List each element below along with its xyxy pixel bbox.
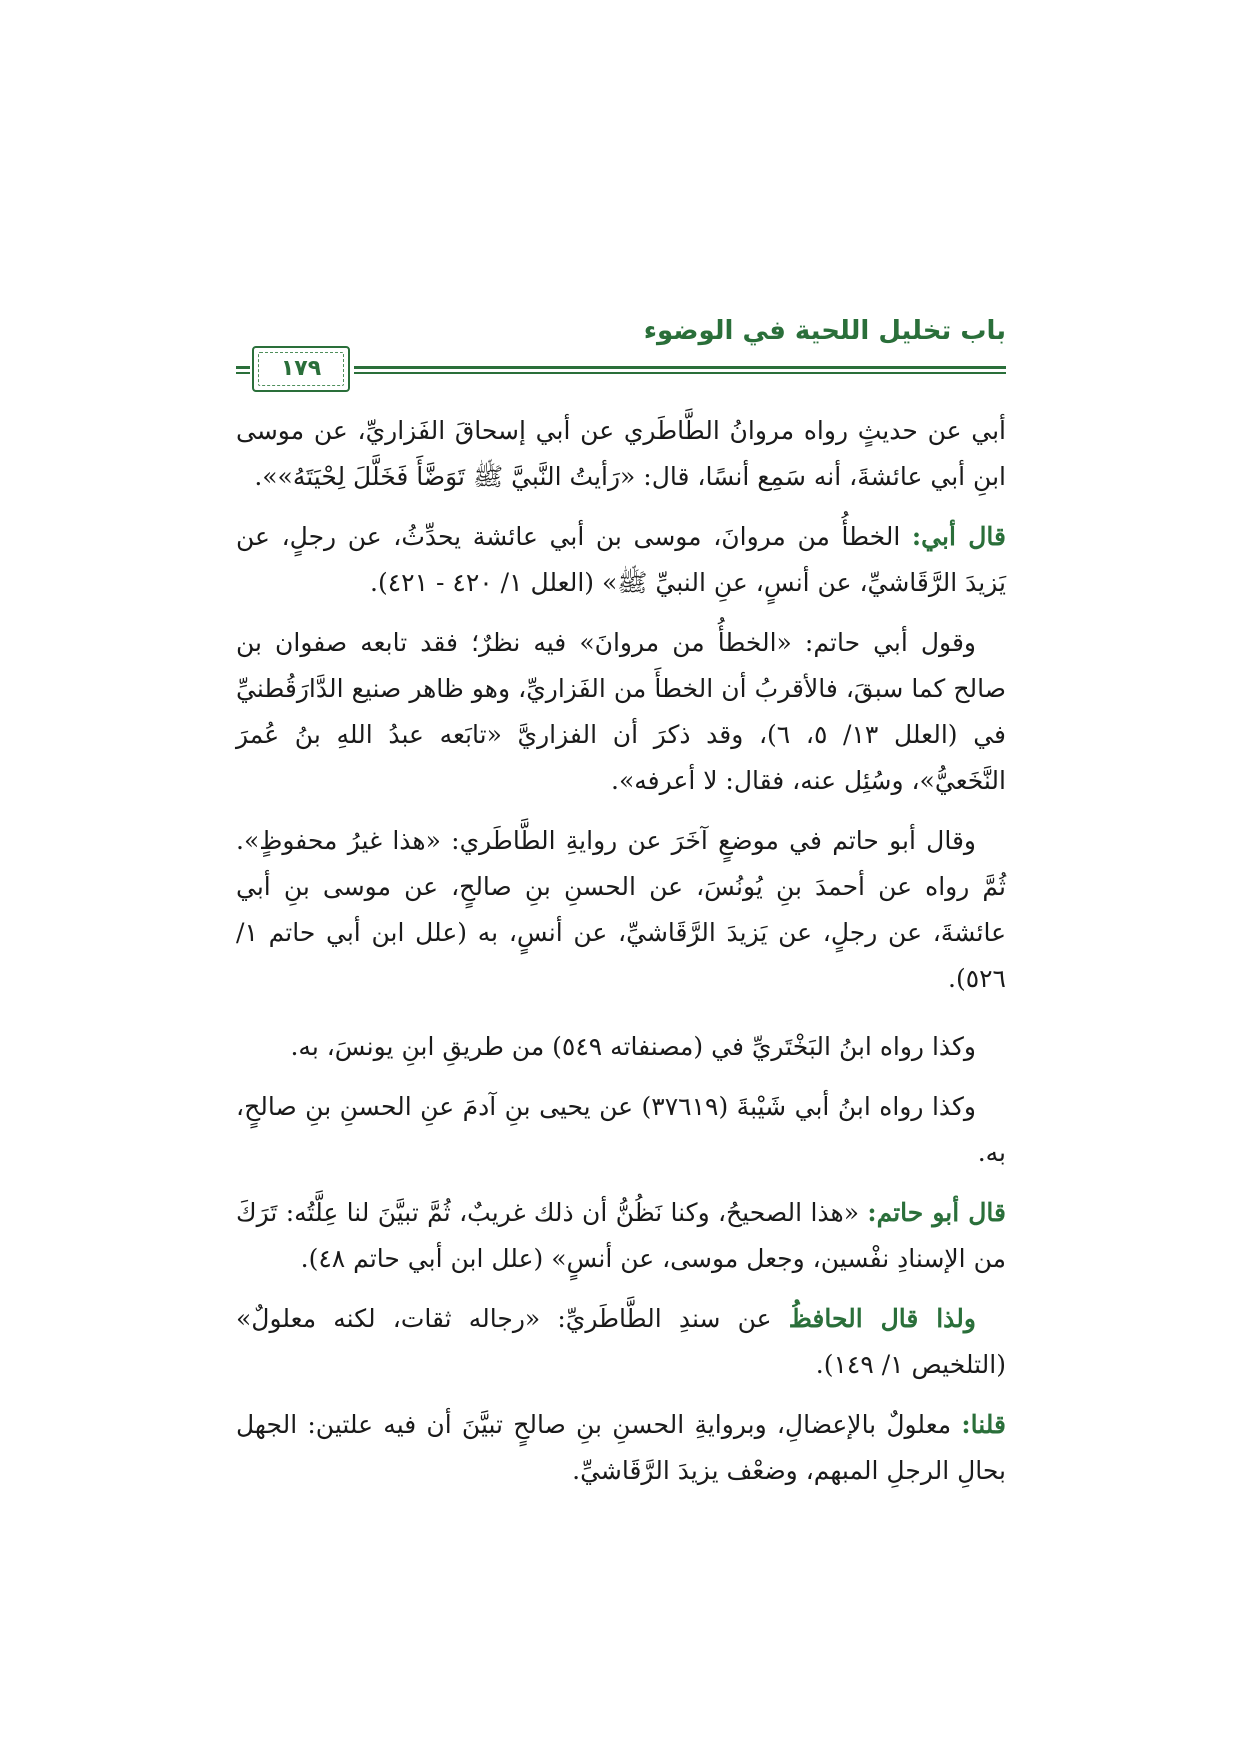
page-header <box>236 316 1006 386</box>
page-number: ١٧٩ <box>280 356 322 381</box>
header-rule <box>354 366 1006 369</box>
paragraph <box>236 1190 1006 1282</box>
page-number-badge <box>252 346 350 392</box>
speaker-label: قلنا: <box>961 1410 1006 1439</box>
paragraph <box>236 620 1006 804</box>
paragraph-text: عن سندِ الطَّاطَريِّ: «رجاله ثقات، لكنه معلولٌ» (التلخيص ١/ ١٤٩). <box>236 1304 1006 1379</box>
paragraph-text: معلولٌ بالإعضالِ، وبروايةِ الحسنِ بنِ صالحٍ تبيَّنَ أن فيه علتين: الجهل بحالِ الرجلِ المبهم، وضعْف يزيدَ الرَّقَاشيِّ. <box>236 1410 1006 1485</box>
paragraph-text: «هذا الصحيحُ، وكنا نَظُنُّ أن ذلك غريبٌ، ثُمَّ تبيَّنَ لنا عِلَّتُه: تَرَكَ من الإسنادِ نفْسين، وجعل موسى، عن أنسٍ» (علل ابن أبي حاتم ٤٨). <box>236 1198 1006 1273</box>
paragraph-text: وكذا رواه ابنُ البَخْتَريِّ في (مصنفاته ٥٤٩) من طريقِ ابنِ يونسَ، به. <box>290 1032 976 1061</box>
paragraph-text: وكذا رواه ابنُ أبي شَيْبةَ (٣٧٦١٩) عن يحيى بنِ آدمَ عنِ الحسنِ بنِ صالحٍ، به. <box>236 1092 1006 1167</box>
paragraph <box>236 1084 1006 1176</box>
header-rule-left <box>236 366 250 369</box>
chapter-title: باب تخليل اللحية في الوضوء <box>643 316 1006 346</box>
speaker-label: قال أبي: <box>911 522 1006 551</box>
paragraph <box>236 818 1006 1002</box>
page-body <box>236 408 1006 1508</box>
paragraph <box>236 408 1006 500</box>
paragraph <box>236 1024 1006 1070</box>
paragraph <box>236 1296 1006 1388</box>
header-rule-thin <box>354 372 1006 374</box>
paragraph-text: أبي عن حديثٍ رواه مروانُ الطَّاطَري عن أبي إسحاقَ الفَزاريِّ، عن موسى ابنِ أبي عائشةَ، أنه سَمِع أنسًا، قال: «رَأيتُ النَّبيَّ ﷺ تَوَضَّأَ فَخَلَّلَ لِحْيَتَهُ»». <box>236 416 1006 491</box>
paragraph <box>236 1402 1006 1494</box>
speaker-label: قال أبو حاتم: <box>867 1198 1006 1227</box>
paragraph-text: الخطأُ من مروانَ، موسى بن أبي عائشة يحدِّثُ، عن رجلٍ، عن يَزيدَ الرَّقَاشيِّ، عن أنسٍ، عنِ النبيِّ ﷺ» (العلل ١/ ٤٢٠ - ٤٢١). <box>236 522 1006 597</box>
paragraph <box>236 514 1006 606</box>
speaker-label: ولذا قال الحافظُ <box>788 1304 976 1333</box>
paragraph-text: وقال أبو حاتم في موضعٍ آخَرَ عن روايةِ الطَّاطَري: «هذا غيرُ محفوظٍ». ثُمَّ رواه عن أحمدَ بنِ يُونُسَ، عن الحسنِ بنِ صالحٍ، عن موسى بنِ أبي عائشةَ، عن رجلٍ، عن يَزيدَ الرَّقَاشيِّ، عن أنسٍ، به (علل ابن أبي حاتم ١/ ٥٢٦). <box>236 826 1006 993</box>
paragraph-text: وقول أبي حاتم: «الخطأُ من مروانَ» فيه نظرٌ؛ فقد تابعه صفوان بن صالح كما سبقَ، فالأقربُ أن الخطأَ من الفَزاريِّ، وهو ظاهر صنيع الدَّارَقُطنيِّ في (العلل ١٣/ ٥، ٦)، وقد ذكرَ أن الفزاريَّ «تابَعه عبدُ اللهِ بنُ عُمرَ النَّخَعيُّ»، وسُئِل عنه، فقال: لا أعرفه». <box>236 628 1006 795</box>
header-rule-left-thin <box>236 372 250 374</box>
